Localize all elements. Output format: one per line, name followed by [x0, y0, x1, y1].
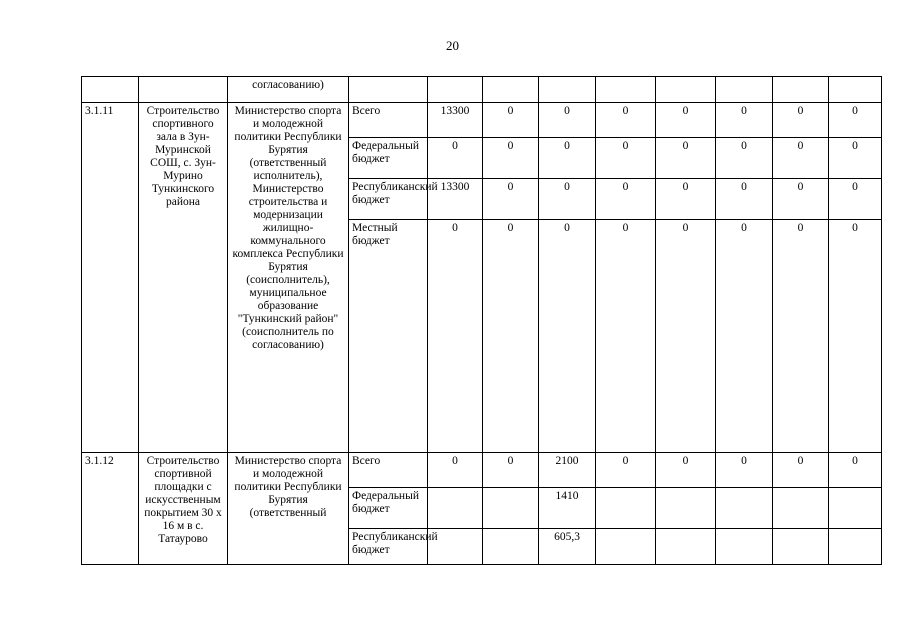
cell-value: 0: [829, 103, 882, 138]
cell-value: [716, 529, 773, 565]
cell-value: [539, 77, 596, 103]
cell-code: 3.1.11: [82, 103, 139, 453]
cell-code: 3.1.12: [82, 453, 139, 565]
cell-value: 0: [829, 138, 882, 179]
cell-executor: Министерство спорта и молодежной политики Республики Бурятия (ответственный исполнитель), Министерство строительства и модернизации жилищно-коммунального комплекса Республики Бурятия (соисполнитель), муниципальное образование "Тункинский район" (соисполнитель по согласованию): [228, 103, 349, 453]
cell-executor-continuation: согласованию): [228, 77, 349, 103]
cell-value: 0: [773, 220, 829, 453]
cell-value: 0: [596, 220, 656, 453]
budget-table: [81, 76, 882, 565]
cell-value: 0: [539, 220, 596, 453]
cell-name: Строительство спортивного зала в Зун-Муринской СОШ, с. Зун-Мурино Тункинского района: [139, 103, 228, 453]
cell-value: 0: [829, 220, 882, 453]
cell-source: Федеральный бюджет: [349, 488, 428, 529]
cell-executor: Министерство спорта и молодежной политики Республики Бурятия (ответственный: [228, 453, 349, 565]
cell-value: 0: [773, 103, 829, 138]
cell-value: 1410: [539, 488, 596, 529]
cell-value: 0: [773, 138, 829, 179]
cell-value: 0: [539, 179, 596, 220]
cell-value: 0: [483, 220, 539, 453]
cell-value: [716, 77, 773, 103]
cell-value: [656, 529, 716, 565]
cell-value: 0: [716, 220, 773, 453]
cell-code: [82, 77, 139, 103]
cell-value: [829, 529, 882, 565]
cell-value: [483, 77, 539, 103]
cell-value: [773, 488, 829, 529]
cell-source: Республиканский бюджет: [349, 529, 428, 565]
cell-value: [596, 488, 656, 529]
cell-value: 605,3: [539, 529, 596, 565]
cell-value: 0: [716, 179, 773, 220]
cell-value: [773, 529, 829, 565]
cell-source: Всего: [349, 103, 428, 138]
cell-value: 0: [829, 453, 882, 488]
cell-value: 2100: [539, 453, 596, 488]
cell-source: Республиканский бюджет: [349, 179, 428, 220]
cell-value: 0: [428, 453, 483, 488]
cell-value: 0: [596, 138, 656, 179]
cell-value: 0: [829, 179, 882, 220]
cell-value: 0: [539, 103, 596, 138]
cell-value: [773, 77, 829, 103]
cell-source: Всего: [349, 453, 428, 488]
cell-value: [656, 488, 716, 529]
cell-value: 0: [656, 103, 716, 138]
cell-value: 0: [428, 138, 483, 179]
cell-value: 13300: [428, 103, 483, 138]
table-row: [82, 103, 882, 138]
cell-value: [596, 77, 656, 103]
cell-value: 0: [716, 103, 773, 138]
cell-value: 0: [483, 138, 539, 179]
cell-value: 13300: [428, 179, 483, 220]
cell-value: 0: [596, 103, 656, 138]
cell-value: 0: [773, 453, 829, 488]
cell-name: [139, 77, 228, 103]
cell-value: 0: [656, 138, 716, 179]
cell-source: Федеральный бюджет: [349, 138, 428, 179]
cell-value: [483, 529, 539, 565]
cell-source: [349, 77, 428, 103]
cell-value: [483, 488, 539, 529]
cell-value: 0: [716, 453, 773, 488]
cell-value: 0: [596, 453, 656, 488]
cell-value: 0: [539, 138, 596, 179]
cell-value: 0: [773, 179, 829, 220]
cell-source: Местный бюджет: [349, 220, 428, 453]
cell-value: 0: [483, 103, 539, 138]
cell-value: [596, 529, 656, 565]
cell-value: 0: [483, 453, 539, 488]
table-row: [82, 453, 882, 488]
cell-value: 0: [483, 179, 539, 220]
cell-value: [829, 77, 882, 103]
cell-value: 0: [596, 179, 656, 220]
cell-value: 0: [656, 220, 716, 453]
cell-value: [428, 77, 483, 103]
cell-value: [428, 488, 483, 529]
cell-value: 0: [656, 453, 716, 488]
cell-value: [716, 488, 773, 529]
cell-value: 0: [656, 179, 716, 220]
cell-value: 0: [428, 220, 483, 453]
table-row-continuation: [82, 77, 882, 103]
cell-value: [829, 488, 882, 529]
cell-value: 0: [716, 138, 773, 179]
cell-value: [656, 77, 716, 103]
page-number: 20: [446, 38, 459, 53]
cell-name: Строительство спортивной площадки с искусственным покрытием 30 х 16 м в с. Татаурово: [139, 453, 228, 565]
